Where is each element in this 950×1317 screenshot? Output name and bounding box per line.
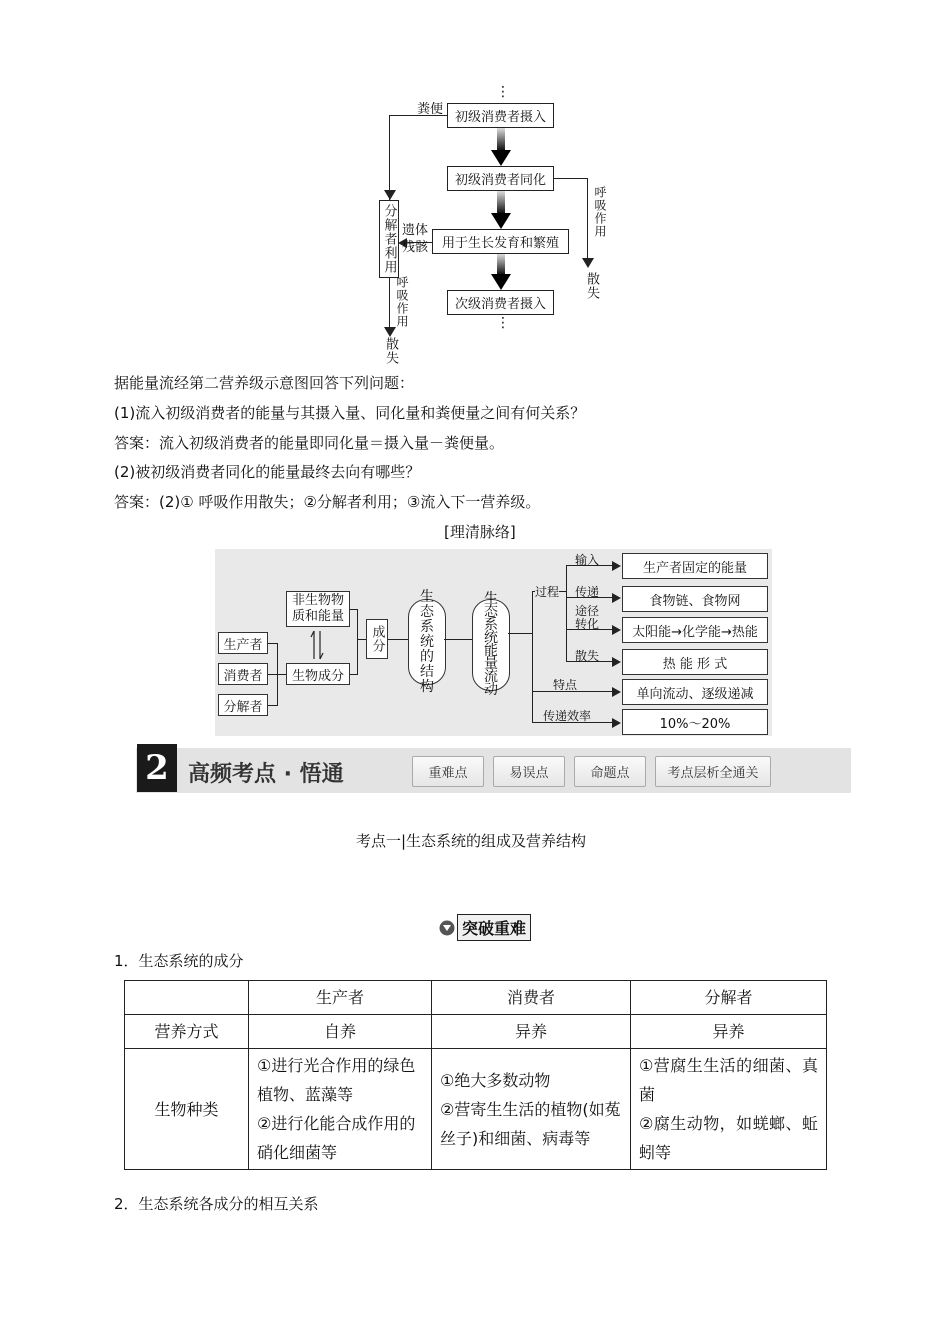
flow-arrow-2 [490,191,512,229]
decomposer-box: 分解者 [218,694,268,716]
biotic-box: 生物成分 [286,663,350,685]
decomposer-respiration-label: 呼吸作用 [395,276,409,328]
key-points-button[interactable]: 重难点 [412,756,484,787]
loss-label: 散失 [575,649,600,663]
components-table: 生产者 消费者 分解者 营养方式 自养 异养 异养 生物种类 ①进行光合作用的绿色植物、蓝藻等 ②进行化能合成作用的硝化细菌等 ①绝大多数动物 ②营寄生生活的植物(如菟丝子)和细菌、病毒等 ①营腐生生活的细菌、真菌 ②腐生动物，如蜣螂、蚯蚓等 [124,980,827,1170]
feces-label: 粪便 [417,102,444,117]
full-pass-button[interactable]: 考点层析全通关 [655,756,771,787]
input-label: 输入 [575,553,600,567]
efficiency-label: 传递效率 [543,709,592,723]
structure-oval: 生态系统的结构 [408,599,446,685]
decomposer-types-cell: ①营腐生生活的细菌、真菌 ②腐生动物，如蜣螂、蚯蚓等 [631,1049,827,1170]
consumer-box: 消费者 [218,663,268,685]
summary-diagram [215,549,772,736]
producer-box: 生产者 [218,632,268,654]
composition-box: 成分 [366,619,388,659]
header-decomposer: 分解者 [631,981,827,1015]
producer-types-cell: ①进行光合作用的绿色植物、蓝藻等 ②进行化能合成作用的硝化细菌等 [249,1049,432,1170]
answer-1: 答案：流入初级消费者的能量即同化量＝摄入量－粪便量。 [114,434,505,452]
flow-arrow-1 [490,128,512,166]
loss-result-box: 热 能 形 式 [622,649,768,675]
process-label: 过程 [535,585,560,599]
banner-title: 高频考点 · 悟通 [188,762,344,787]
secondary-consumer-intake-box: 次级消费者摄入 [447,290,554,315]
feature-label: 特点 [553,678,578,692]
remains-label: 遗体残骸 [402,223,429,255]
header-producer: 生产者 [249,981,432,1015]
abiotic-box: 非生物物质和能量 [286,591,350,627]
top-dots: ⋮ [496,84,510,100]
chevron-down-icon [439,920,455,936]
heading-relationships: 2．生态系统各成分的相互关系 [114,1195,319,1213]
growth-reproduction-box: 用于生长发育和繁殖 [432,229,569,254]
question-2: (2)被初级消费者同化的能量最终去向有哪些？ [114,463,421,481]
pathway-label: 途径 [575,604,600,618]
lost-label: 散失 [584,272,599,300]
heading-components: 1．生态系统的成分 [114,952,244,970]
transfer-label: 传递 [575,585,600,599]
bottom-dots: ⋮ [496,315,510,331]
question-1: (1)流入初级消费者的能量与其摄入量、同化量和粪便量之间有何关系？ [114,404,586,422]
decomposer-lost-label: 散失 [383,337,398,365]
energy-flow-oval: 生态系统能量流动 [472,599,510,691]
consumer-types-cell: ①绝大多数动物 ②营寄生生活的植物(如菟丝子)和细菌、病毒等 [432,1049,631,1170]
primary-consumer-intake-box: 初级消费者摄入 [447,103,554,128]
mistakes-button[interactable]: 易误点 [493,756,565,787]
conversion-label: 转化 [575,617,600,631]
flow-arrow-3 [490,254,512,290]
header-consumer: 消费者 [432,981,631,1015]
qa-intro: 据能量流经第二营养级示意图回答下列问题： [114,374,415,392]
topic-heading: 考点一|生态系统的组成及营养结构 [356,832,587,850]
transfer-result-box: 食物链、食物网 [622,586,768,612]
question-points-button[interactable]: 命题点 [574,756,646,787]
decomposer-use-box: 分解者利用 [379,200,399,278]
answer-2: 答案：(2)① 呼吸作用散失；②分解者利用；③流入下一营养级。 [114,493,541,511]
row-label-nutrition: 营养方式 [125,1015,249,1049]
input-result-box: 生产者固定的能量 [622,553,768,579]
feature-result-box: 单向流动、逐级递减 [622,679,768,705]
respiration-label: 呼吸作用 [593,186,607,238]
primary-consumer-assimilation-box: 初级消费者同化 [447,166,554,191]
summary-title: [理清脉络] [444,523,516,541]
efficiency-result-box: 10%～20% [622,709,768,735]
banner-number: 2 [137,744,177,792]
section-badge: 突破重难 [439,914,544,941]
row-label-species: 生物种类 [125,1049,249,1170]
conversion-result-box: 太阳能→化学能→热能 [622,617,768,643]
